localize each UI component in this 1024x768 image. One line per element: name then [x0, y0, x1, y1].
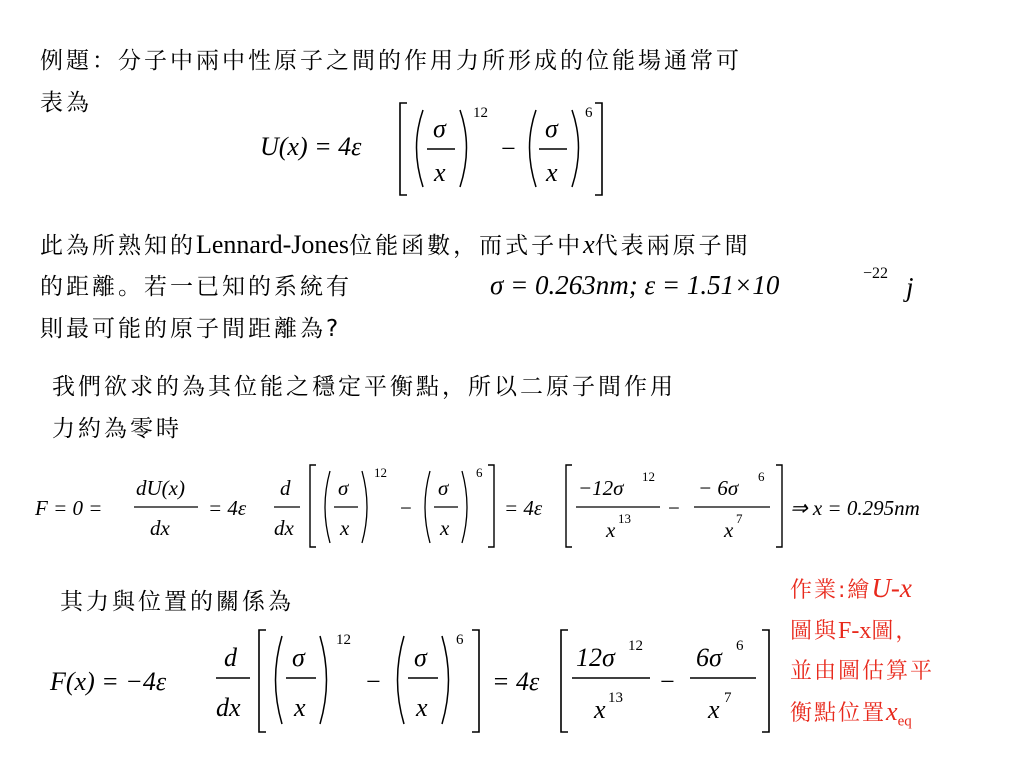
f0-x-1: x [340, 516, 350, 540]
f0-sigma-2: σ [438, 476, 449, 500]
minus-1: − [501, 134, 516, 163]
f0-lbracket-1 [310, 465, 316, 547]
force-x-1: x [294, 693, 306, 722]
force-eq4e: = 4ε [492, 667, 540, 696]
f0-dx-2: dx [274, 516, 294, 540]
force-d: d [224, 643, 237, 672]
homework-pos: 衡點位置 [790, 701, 887, 726]
homework-fig: 圖 [790, 619, 815, 644]
f0-paren-r1 [362, 471, 367, 543]
f0-d: d [280, 476, 291, 500]
paren-left-1 [417, 110, 424, 187]
lj-part2: 位能函數，而式子中 [349, 233, 584, 259]
homework-x: x [886, 697, 898, 726]
force-num1-exp: 12 [628, 638, 643, 654]
f0-result: ⇒ x = 0.295nm [790, 496, 920, 520]
force-rbracket-1 [472, 630, 479, 732]
f0-sigma-1: σ [338, 476, 349, 500]
force-sigma-1: σ [292, 643, 305, 672]
force-paren-r1 [320, 636, 327, 724]
params-text: σ = 0.263nm; ε = 1.51×10 [490, 270, 780, 300]
f0-paren-r2 [462, 471, 467, 543]
f0-num2: − 6σ [698, 476, 739, 500]
example-line-1: 例題：分子中兩中性原子之間的作用力所形成的位能場通常可 [40, 48, 742, 74]
f0-exp12: 12 [374, 465, 387, 480]
x-2: x [546, 158, 558, 187]
homework-line-1 [790, 568, 1015, 611]
paren-right-1 [460, 110, 467, 187]
force-minus-2: − [660, 667, 675, 696]
force-lbracket-2 [561, 630, 568, 732]
approach-line-1: 我們欲求的為其位能之穩定平衡點，所以二原子間作用 [52, 374, 676, 400]
f0-minus-2: − [668, 496, 680, 520]
force-num1: 12σ [576, 643, 615, 672]
paren-right-2 [572, 110, 579, 187]
f0-exp6: 6 [476, 465, 483, 480]
example-line-2: 表為 [40, 90, 92, 116]
force-paren-l1 [276, 636, 283, 724]
potential-equation [255, 95, 620, 200]
force-den2-exp: 7 [724, 690, 732, 706]
homework-line-2 [790, 611, 1015, 652]
f0-num2-exp: 6 [758, 469, 765, 484]
approach-line-2: 力約為零時 [52, 416, 182, 442]
f0-rbracket-2 [776, 465, 782, 547]
f0-eq4e-2: = 4ε [504, 496, 543, 520]
lj-name: Lennard-Jones [196, 230, 350, 259]
f0-dx-1: dx [150, 516, 170, 540]
f0-num1-exp: 12 [642, 469, 655, 484]
exp-12: 12 [473, 105, 488, 121]
force-x-2: x [416, 693, 428, 722]
force-den1-exp: 13 [608, 690, 623, 706]
f0-den1-exp: 13 [618, 511, 631, 526]
f0-num1: −12σ [578, 476, 624, 500]
f0-minus: − [400, 496, 412, 520]
force-dx: dx [216, 693, 241, 722]
force-den2: x [708, 695, 720, 724]
homework-label: 作業: [790, 578, 848, 603]
homework-line-4 [790, 692, 1015, 741]
force-num2-exp: 6 [736, 638, 744, 654]
relation-label: 其力與位置的關係為 [60, 589, 294, 615]
force-num2: 6σ [696, 643, 722, 672]
x-1: x [434, 158, 446, 187]
paren-left-2 [530, 110, 537, 187]
f0-paren-l1 [325, 471, 330, 543]
question-line: 則最可能的原子間距離為? [40, 316, 342, 342]
lj-part1: 此為所熟知的 [40, 233, 196, 259]
exp-6: 6 [585, 105, 593, 121]
force-sigma-2: σ [414, 643, 427, 672]
force-lbracket-1 [259, 630, 266, 732]
force-exp12: 12 [336, 632, 351, 648]
homework-note [790, 568, 1015, 741]
force-paren-r2 [442, 636, 449, 724]
left-square-bracket [400, 103, 407, 195]
homework-fx: F-x [838, 618, 872, 644]
homework-and: 與 [814, 619, 839, 644]
f0-paren-l2 [425, 471, 430, 543]
f0-lbracket-2 [566, 465, 572, 547]
lj-part3: 代表兩原子間 [594, 233, 751, 259]
f0-x-2: x [440, 516, 450, 540]
force-equation [40, 620, 780, 740]
f0-start: F = 0 = [35, 496, 103, 520]
force-rbracket-2 [762, 630, 769, 732]
homework-eq: eq [897, 713, 912, 730]
lj-var: x [583, 230, 595, 259]
sigma-2: σ [545, 114, 558, 143]
params-unit: j [906, 272, 914, 302]
homework-fig-2: 圖， [871, 619, 920, 644]
lj-description-line-2: 的距離。若一已知的系統有 [40, 274, 352, 300]
params-exponent: −22 [863, 265, 889, 282]
homework-ux: U-x [871, 573, 912, 603]
potential-lhs: U(x) = 4ε [260, 132, 362, 161]
force-exp6: 6 [456, 632, 464, 648]
f0-den1: x [606, 518, 616, 542]
f0-den2-exp: 7 [736, 511, 743, 526]
homework-line-3: 並由圖估算平 [790, 659, 935, 684]
force-zero-equation [30, 455, 990, 555]
force-minus: − [366, 667, 381, 696]
force-lhs: F(x) = −4ε [50, 667, 167, 696]
right-square-bracket [595, 103, 602, 195]
f0-dU: dU(x) [136, 476, 185, 500]
f0-den2: x [724, 518, 734, 542]
f0-rbracket-1 [488, 465, 494, 547]
f0-eq4e: = 4ε [208, 496, 247, 520]
force-den1: x [594, 695, 606, 724]
force-paren-l2 [398, 636, 405, 724]
homework-draw: 繪 [847, 578, 872, 603]
params-equation [488, 258, 938, 308]
sigma-1: σ [433, 114, 446, 143]
